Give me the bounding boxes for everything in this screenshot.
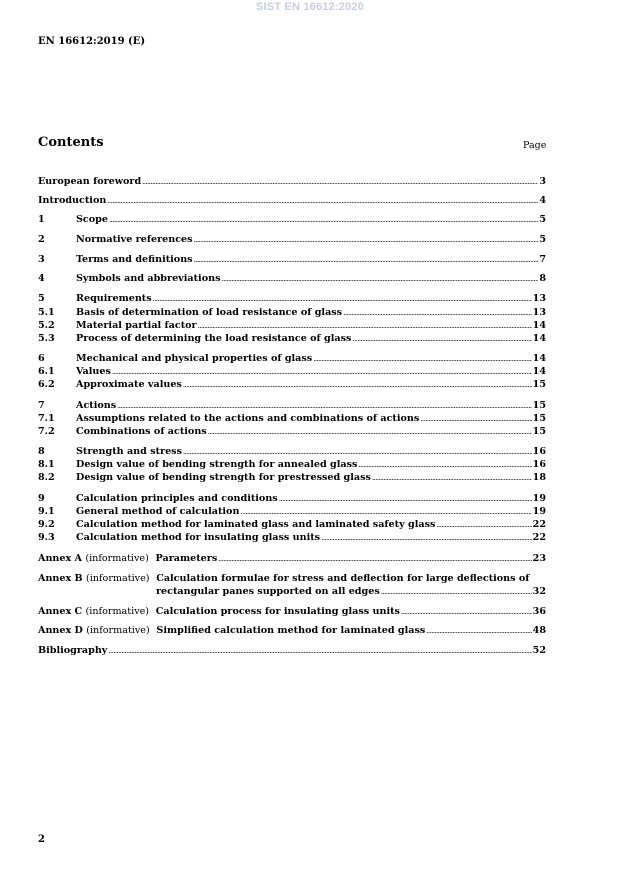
toc-entry-page: 52 bbox=[532, 645, 546, 656]
toc-entry-5-3[interactable] bbox=[38, 333, 546, 345]
toc-entry-page: 15 bbox=[532, 413, 546, 424]
dot-leader bbox=[372, 472, 532, 484]
toc-annex-b-continued[interactable] bbox=[156, 586, 546, 598]
annex-title: Parameters bbox=[155, 553, 218, 564]
dot-leader bbox=[194, 254, 539, 266]
annex-type: (informative) bbox=[86, 573, 150, 584]
dot-leader bbox=[208, 426, 532, 438]
toc-entry-9-3[interactable] bbox=[38, 532, 546, 544]
dot-leader bbox=[194, 234, 539, 246]
annex-title: Calculation process for insulating glass units bbox=[155, 606, 400, 617]
toc-entry-page: 14 bbox=[532, 366, 546, 377]
toc-entry-page: 15 bbox=[532, 426, 546, 437]
annex-label: Annex D bbox=[38, 625, 83, 636]
annex-type: (informative) bbox=[85, 553, 149, 564]
toc-entry-title: Approximate values bbox=[76, 379, 182, 390]
dot-leader bbox=[381, 586, 532, 598]
dot-leader bbox=[183, 379, 532, 391]
toc-entry-page: 22 bbox=[532, 519, 546, 530]
toc-entry-9-2[interactable] bbox=[38, 519, 546, 531]
dot-leader bbox=[117, 400, 532, 412]
toc-entry-number: 6.1 bbox=[38, 366, 55, 377]
toc-entry-number: 1 bbox=[38, 214, 45, 225]
contents-heading: Contents bbox=[38, 135, 104, 150]
toc-entry-8-1[interactable] bbox=[38, 459, 546, 471]
dot-leader bbox=[420, 413, 531, 425]
dot-leader bbox=[313, 353, 531, 365]
toc-entry-9[interactable] bbox=[38, 493, 546, 505]
toc-entry-number: 5.1 bbox=[38, 307, 55, 318]
dot-leader bbox=[108, 645, 531, 657]
annex-label: Annex A bbox=[38, 553, 83, 564]
toc-entry-title: Assumptions related to the actions and combinations of actions bbox=[76, 413, 420, 424]
toc-entry-number: 8.2 bbox=[38, 472, 55, 483]
toc-entry-number: 8 bbox=[38, 446, 45, 457]
toc-entry-page: 14 bbox=[532, 353, 546, 364]
toc-entry-number: 2 bbox=[38, 234, 45, 245]
toc-entry-title: Process of determining the load resistance of glass bbox=[76, 333, 352, 344]
toc-entry-number: 3 bbox=[38, 254, 45, 265]
toc-entry-page: 22 bbox=[532, 532, 546, 543]
dot-leader bbox=[183, 446, 532, 458]
toc-entry-5-1[interactable] bbox=[38, 307, 546, 319]
toc-entry-title: Values bbox=[76, 366, 111, 377]
annex-label: Annex C bbox=[38, 606, 83, 617]
dot-leader bbox=[436, 519, 531, 531]
toc-entry-7-1[interactable] bbox=[38, 413, 546, 425]
toc-entry-title: Design value of bending strength for annealed glass bbox=[76, 459, 358, 470]
toc-entry-page: 14 bbox=[532, 320, 546, 331]
toc-entry-page: 19 bbox=[532, 493, 546, 504]
toc-entry-title: Introduction bbox=[38, 195, 107, 206]
toc-entry-number: 5.2 bbox=[38, 320, 55, 331]
toc-entry-number: 5.3 bbox=[38, 333, 55, 344]
toc-entry-9-1[interactable] bbox=[38, 506, 546, 518]
toc-entry-page: 16 bbox=[532, 459, 546, 470]
toc-entry-6-1[interactable] bbox=[38, 366, 546, 378]
toc-entry-page: 48 bbox=[532, 625, 546, 636]
page-column-label: Page bbox=[523, 140, 547, 151]
toc-entry-page: 32 bbox=[532, 586, 546, 597]
toc-entry-page: 15 bbox=[532, 379, 546, 390]
toc-entry-page: 8 bbox=[539, 273, 546, 284]
annex-title: Calculation formulae for stress and deflection for large deflections of bbox=[156, 573, 530, 584]
toc-entry-title: Calculation method for laminated glass and laminated safety glass bbox=[76, 519, 436, 530]
toc-entry-number: 8.1 bbox=[38, 459, 55, 470]
dot-leader bbox=[279, 493, 532, 505]
toc-entry-page: 16 bbox=[532, 446, 546, 457]
dot-leader bbox=[321, 532, 532, 544]
annex-title-continued: rectangular panes supported on all edges bbox=[156, 586, 380, 597]
toc-entry-title: Bibliography bbox=[38, 645, 108, 656]
toc-entry-page: 14 bbox=[532, 333, 546, 344]
dot-leader bbox=[107, 195, 538, 207]
toc-entry-title: Actions bbox=[76, 400, 117, 411]
annex-label: Annex B bbox=[38, 573, 83, 584]
toc-annex-b[interactable] bbox=[38, 573, 546, 585]
toc-entry-title: Requirements bbox=[76, 293, 152, 304]
toc-entry-number: 7.2 bbox=[38, 426, 55, 437]
toc-bibliography[interactable] bbox=[38, 645, 546, 657]
toc-entry-7[interactable] bbox=[38, 400, 546, 412]
toc-entry-title: Mechanical and physical properties of glass bbox=[76, 353, 313, 364]
document-id: EN 16612:2019 (E) bbox=[38, 36, 146, 47]
toc-entry-3[interactable] bbox=[38, 254, 546, 266]
annex-type: (informative) bbox=[86, 625, 150, 636]
annex-type: (informative) bbox=[85, 606, 150, 617]
toc-entry-6-2[interactable] bbox=[38, 379, 546, 391]
dot-leader bbox=[401, 606, 532, 618]
toc-entry-title: Basis of determination of load resistance of glass bbox=[76, 307, 343, 318]
toc-entry-page: 15 bbox=[532, 400, 546, 411]
toc-entry-title: European foreword bbox=[38, 176, 142, 187]
dot-leader bbox=[109, 214, 538, 226]
toc-entry-page: 4 bbox=[539, 195, 546, 206]
toc-entry-4[interactable] bbox=[38, 273, 546, 285]
toc-entry-number: 7 bbox=[38, 400, 45, 411]
toc-entry-number: 7.1 bbox=[38, 413, 55, 424]
toc-entry-title: Design value of bending strength for prestressed glass bbox=[76, 472, 371, 483]
toc-entry-page: 13 bbox=[532, 307, 546, 318]
toc-entry-page: 7 bbox=[539, 254, 546, 265]
dot-leader bbox=[153, 293, 532, 305]
page-number: 2 bbox=[38, 834, 45, 845]
toc-entry-foreword[interactable] bbox=[38, 176, 546, 188]
toc-entry-introduction[interactable] bbox=[38, 195, 546, 207]
dot-leader bbox=[221, 273, 538, 285]
toc-entry-2[interactable] bbox=[38, 234, 546, 246]
dot-leader bbox=[142, 176, 538, 188]
toc-entry-page: 19 bbox=[532, 506, 546, 517]
dot-leader bbox=[352, 333, 531, 345]
toc-entry-6[interactable] bbox=[38, 353, 546, 365]
dot-leader bbox=[112, 366, 532, 378]
annex-title: Simplified calculation method for laminated glass bbox=[156, 625, 426, 636]
toc-entry-page: 5 bbox=[539, 214, 546, 225]
toc-entry-8-2[interactable] bbox=[38, 472, 546, 484]
toc-entry-number: 9.1 bbox=[38, 506, 55, 517]
toc-entry-title: Terms and definitions bbox=[76, 254, 193, 265]
toc-entry-title: General method of calculation bbox=[76, 506, 240, 517]
toc-entry-number: 5 bbox=[38, 293, 45, 304]
toc-entry-page: 13 bbox=[532, 293, 546, 304]
toc-entry-page: 18 bbox=[532, 472, 546, 483]
toc-entry-5-2[interactable] bbox=[38, 320, 546, 332]
toc-entry-number: 4 bbox=[38, 273, 45, 284]
toc-entry-title: Scope bbox=[76, 214, 108, 225]
toc-entry-page: 3 bbox=[539, 176, 546, 187]
toc-annex-c[interactable] bbox=[38, 606, 546, 618]
toc-annex-a[interactable] bbox=[38, 553, 546, 565]
toc-entry-number: 9.3 bbox=[38, 532, 55, 543]
toc-entry-title: Strength and stress bbox=[76, 446, 182, 457]
toc-entry-page: 5 bbox=[539, 234, 546, 245]
toc-entry-number: 9.2 bbox=[38, 519, 55, 530]
toc-entry-7-2[interactable] bbox=[38, 426, 546, 438]
dot-leader bbox=[343, 307, 532, 319]
dot-leader bbox=[426, 625, 531, 637]
toc-entry-page: 23 bbox=[532, 553, 546, 564]
toc-entry-page: 36 bbox=[532, 606, 546, 617]
toc-entry-title: Calculation method for insulating glass units bbox=[76, 532, 321, 543]
dot-leader bbox=[198, 320, 532, 332]
toc-entry-title: Calculation principles and conditions bbox=[76, 493, 278, 504]
dot-leader bbox=[218, 553, 531, 565]
toc-entry-title: Normative references bbox=[76, 234, 193, 245]
dot-leader bbox=[240, 506, 531, 518]
toc-annex-d[interactable] bbox=[38, 625, 546, 637]
watermark: SIST EN 16612:2020 bbox=[255, 1, 365, 13]
toc-entry-number: 6.2 bbox=[38, 379, 55, 390]
toc-entry-number: 9 bbox=[38, 493, 45, 504]
toc-entry-5[interactable] bbox=[38, 293, 546, 305]
toc-entry-number: 6 bbox=[38, 353, 45, 364]
toc-entry-title: Combinations of actions bbox=[76, 426, 207, 437]
toc-entry-1[interactable] bbox=[38, 214, 546, 226]
toc-entry-8[interactable] bbox=[38, 446, 546, 458]
toc-entry-title: Symbols and abbreviations bbox=[76, 273, 221, 284]
dot-leader bbox=[358, 459, 531, 471]
toc-entry-title: Material partial factor bbox=[76, 320, 197, 331]
